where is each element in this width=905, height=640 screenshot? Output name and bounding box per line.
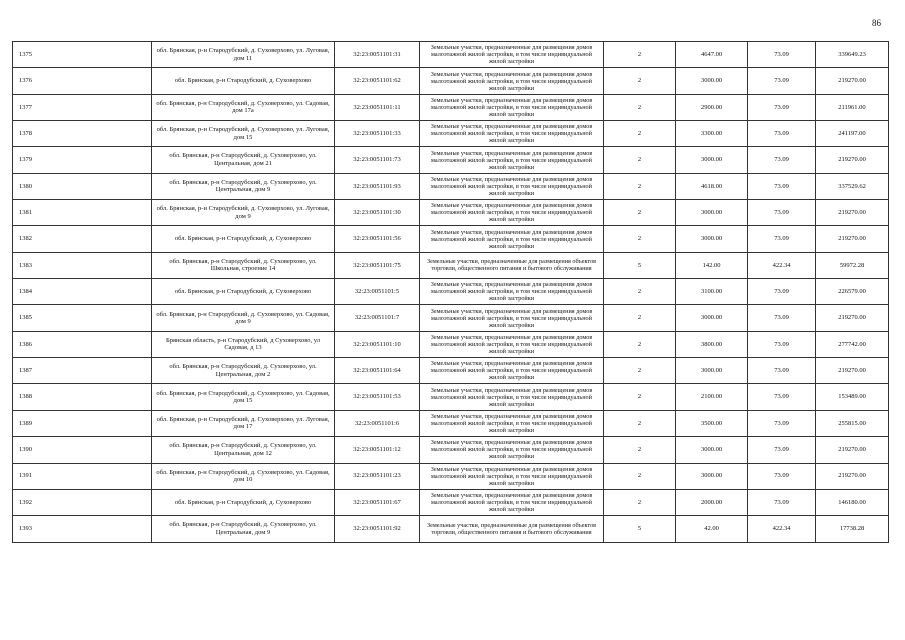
land-use-cell: Земельные участки, предназначенные для размещения домов малоэтажной жилой застройки, в том числе индивидуальной жилой застройки: [420, 489, 604, 515]
table-body: [13, 42, 889, 543]
row-number-cell: 1380: [13, 173, 152, 199]
address-cell: обл. Брянская, р-н Стародубский, д. Суховерхово, ул. Садовая, дом 9: [152, 305, 335, 331]
area-cell: 3000.00: [676, 463, 748, 489]
cadastral-value-cell: 59972.28: [816, 252, 889, 278]
cadastral-value-cell: 277742.00: [816, 331, 889, 357]
cadastral-number-cell: 32:23:0051101:30: [335, 200, 420, 226]
land-use-cell: Земельные участки, предназначенные для размещения домов малоэтажной жилой застройки, в том числе индивидуальной жилой застройки: [420, 42, 604, 68]
cadastral-value-cell: 219270.00: [816, 226, 889, 252]
cadastral-number-cell: 32:23:0051101:31: [335, 42, 420, 68]
land-use-cell: Земельные участки, предназначенные для размещения домов малоэтажной жилой застройки, в том числе индивидуальной жилой застройки: [420, 279, 604, 305]
group-cell: 2: [604, 358, 676, 384]
land-use-cell: Земельные участки, предназначенные для размещения объектов торговли, общественного питания и бытового обслуживания: [420, 516, 604, 542]
table-row: [13, 437, 889, 463]
address-cell: обл. Брянская, р-н Стародубский, д. Суховерхово, ул. Луговая, дом 9: [152, 200, 335, 226]
row-number-cell: 1382: [13, 226, 152, 252]
table-row: [13, 94, 889, 120]
table-row: [13, 410, 889, 436]
area-cell: 3500.00: [676, 410, 748, 436]
area-cell: 3000.00: [676, 358, 748, 384]
address-cell: обл. Брянская, р-н Стародубский, д. Суховерхово, ул. Луговая, дом 17: [152, 410, 335, 436]
cadastral-value-cell: 219270.00: [816, 147, 889, 173]
table-row: [13, 331, 889, 357]
rate-cell: 73.09: [748, 226, 816, 252]
table-row: [13, 305, 889, 331]
row-number-cell: 1391: [13, 463, 152, 489]
area-cell: 3000.00: [676, 147, 748, 173]
land-use-cell: Земельные участки, предназначенные для размещения домов малоэтажной жилой застройки, в том числе индивидуальной жилой застройки: [420, 68, 604, 94]
rate-cell: 422.34: [748, 252, 816, 278]
cadastral-number-cell: 32:23:0051101:67: [335, 489, 420, 515]
group-cell: 2: [604, 173, 676, 199]
land-use-cell: Земельные участки, предназначенные для размещения домов малоэтажной жилой застройки, в том числе индивидуальной жилой застройки: [420, 173, 604, 199]
land-use-cell: Земельные участки, предназначенные для размещения домов малоэтажной жилой застройки, в том числе индивидуальной жилой застройки: [420, 305, 604, 331]
area-cell: 42.00: [676, 516, 748, 542]
table-row: [13, 279, 889, 305]
row-number-cell: 1387: [13, 358, 152, 384]
cadastral-value-cell: 211961.00: [816, 94, 889, 120]
address-cell: обл. Брянская, р-н Стародубский, д. Суховерхово: [152, 279, 335, 305]
row-number-cell: 1378: [13, 121, 152, 147]
rate-cell: 73.09: [748, 489, 816, 515]
land-use-cell: Земельные участки, предназначенные для размещения домов малоэтажной жилой застройки, в том числе индивидуальной жилой застройки: [420, 147, 604, 173]
area-cell: 3300.00: [676, 121, 748, 147]
group-cell: 2: [604, 305, 676, 331]
area-cell: 4618.00: [676, 173, 748, 199]
group-cell: 2: [604, 331, 676, 357]
table-row: [13, 121, 889, 147]
land-use-cell: Земельные участки, предназначенные для размещения домов малоэтажной жилой застройки, в том числе индивидуальной жилой застройки: [420, 410, 604, 436]
cadastral-value-cell: 219270.00: [816, 437, 889, 463]
rate-cell: 422.34: [748, 516, 816, 542]
cadastral-number-cell: 32:23:0051101:62: [335, 68, 420, 94]
land-use-cell: Земельные участки, предназначенные для размещения домов малоэтажной жилой застройки, в том числе индивидуальной жилой застройки: [420, 358, 604, 384]
group-cell: 2: [604, 463, 676, 489]
area-cell: 3000.00: [676, 437, 748, 463]
cadastral-value-cell: 146180.00: [816, 489, 889, 515]
rate-cell: 73.09: [748, 305, 816, 331]
rate-cell: 73.09: [748, 384, 816, 410]
area-cell: 3000.00: [676, 305, 748, 331]
area-cell: 3100.00: [676, 279, 748, 305]
table-row: [13, 42, 889, 68]
row-number-cell: 1377: [13, 94, 152, 120]
row-number-cell: 1385: [13, 305, 152, 331]
land-use-cell: Земельные участки, предназначенные для размещения домов малоэтажной жилой застройки, в том числе индивидуальной жилой застройки: [420, 200, 604, 226]
cadastral-value-cell: 255815.00: [816, 410, 889, 436]
land-use-cell: Земельные участки, предназначенные для размещения объектов торговли, общественного питания и бытового обслуживания: [420, 252, 604, 278]
cadastral-number-cell: 32:23:0051101:23: [335, 463, 420, 489]
cadastral-number-cell: 32:23:0051101:93: [335, 173, 420, 199]
row-number-cell: 1379: [13, 147, 152, 173]
table-row: [13, 226, 889, 252]
cadastral-number-cell: 32:23:0051101:75: [335, 252, 420, 278]
cadastral-value-cell: 339649.23: [816, 42, 889, 68]
area-cell: 3000.00: [676, 68, 748, 94]
row-number-cell: 1392: [13, 489, 152, 515]
row-number-cell: 1384: [13, 279, 152, 305]
cadastral-value-cell: 241197.00: [816, 121, 889, 147]
cadastral-number-cell: 32:23:0051101:64: [335, 358, 420, 384]
row-number-cell: 1375: [13, 42, 152, 68]
group-cell: 2: [604, 410, 676, 436]
cadastral-number-cell: 32:23:0051101:5: [335, 279, 420, 305]
cadastral-value-cell: 219270.00: [816, 305, 889, 331]
cadastral-value-cell: 219270.00: [816, 358, 889, 384]
group-cell: 2: [604, 384, 676, 410]
rate-cell: 73.09: [748, 68, 816, 94]
group-cell: 2: [604, 147, 676, 173]
rate-cell: 73.09: [748, 410, 816, 436]
table-row: [13, 147, 889, 173]
address-cell: обл. Брянская, р-н Стародубский, д. Суховерхово, ул. Школьная, строение 14: [152, 252, 335, 278]
table-row: [13, 384, 889, 410]
cadastral-value-cell: 219270.00: [816, 200, 889, 226]
address-cell: обл. Брянская, р-н Стародубский, д. Суховерхово, ул. Центральная, дом 21: [152, 147, 335, 173]
address-cell: обл. Брянская, р-н Стародубский, д. Суховерхово, ул. Садовая, дом 10: [152, 463, 335, 489]
land-use-cell: Земельные участки, предназначенные для размещения домов малоэтажной жилой застройки, в том числе индивидуальной жилой застройки: [420, 121, 604, 147]
land-use-cell: Земельные участки, предназначенные для размещения домов малоэтажной жилой застройки, в том числе индивидуальной жилой застройки: [420, 437, 604, 463]
land-use-cell: Земельные участки, предназначенные для размещения домов малоэтажной жилой застройки, в том числе индивидуальной жилой застройки: [420, 331, 604, 357]
group-cell: 2: [604, 42, 676, 68]
group-cell: 2: [604, 68, 676, 94]
area-cell: 2900.00: [676, 94, 748, 120]
cadastral-number-cell: 32:23:0051101:73: [335, 147, 420, 173]
land-registry-table: [12, 41, 889, 543]
row-number-cell: 1386: [13, 331, 152, 357]
address-cell: Брянская область, р-н Стародубский, д Суховерхово, ул Садовая, д 13: [152, 331, 335, 357]
cadastral-value-cell: 337529.62: [816, 173, 889, 199]
cadastral-number-cell: 32:23:0051101:12: [335, 437, 420, 463]
rate-cell: 73.09: [748, 279, 816, 305]
table-row: [13, 200, 889, 226]
cadastral-value-cell: 153489.00: [816, 384, 889, 410]
group-cell: 2: [604, 200, 676, 226]
area-cell: 2000.00: [676, 489, 748, 515]
group-cell: 2: [604, 226, 676, 252]
cadastral-number-cell: 32:23:0051101:6: [335, 410, 420, 436]
address-cell: обл. Брянская, р-н Стародубский, д. Суховерхово, ул. Центральная, дом 9: [152, 173, 335, 199]
area-cell: 3000.00: [676, 200, 748, 226]
table-row: [13, 173, 889, 199]
land-use-cell: Земельные участки, предназначенные для размещения домов малоэтажной жилой застройки, в том числе индивидуальной жилой застройки: [420, 94, 604, 120]
cadastral-value-cell: 17738.28: [816, 516, 889, 542]
group-cell: 5: [604, 252, 676, 278]
address-cell: обл. Брянская, р-н Стародубский, д. Суховерхово: [152, 226, 335, 252]
cadastral-number-cell: 32:23:0051101:53: [335, 384, 420, 410]
area-cell: 4647.00: [676, 42, 748, 68]
rate-cell: 73.09: [748, 147, 816, 173]
cadastral-number-cell: 32:23:0051101:33: [335, 121, 420, 147]
rate-cell: 73.09: [748, 121, 816, 147]
area-cell: 3800.00: [676, 331, 748, 357]
table-row: [13, 463, 889, 489]
address-cell: обл. Брянская, р-н Стародубский, д. Суховерхово, ул. Центральная, дом 12: [152, 437, 335, 463]
address-cell: обл. Брянская, р-н Стародубский, д. Суховерхово: [152, 68, 335, 94]
land-use-cell: Земельные участки, предназначенные для размещения домов малоэтажной жилой застройки, в том числе индивидуальной жилой застройки: [420, 463, 604, 489]
area-cell: 3000.00: [676, 226, 748, 252]
group-cell: 2: [604, 94, 676, 120]
group-cell: 2: [604, 121, 676, 147]
table-row: [13, 516, 889, 542]
table-row: [13, 358, 889, 384]
rate-cell: 73.09: [748, 42, 816, 68]
cadastral-value-cell: 219270.00: [816, 463, 889, 489]
row-number-cell: 1389: [13, 410, 152, 436]
cadastral-value-cell: 226579.00: [816, 279, 889, 305]
cadastral-value-cell: 219270.00: [816, 68, 889, 94]
address-cell: обл. Брянская, р-н Стародубский, д. Суховерхово, ул. Садовая, дом 17а: [152, 94, 335, 120]
rate-cell: 73.09: [748, 437, 816, 463]
cadastral-number-cell: 32:23:0051101:7: [335, 305, 420, 331]
address-cell: обл. Брянская, р-н Стародубский, д. Суховерхово, ул. Луговая, дом 11: [152, 42, 335, 68]
row-number-cell: 1388: [13, 384, 152, 410]
rate-cell: 73.09: [748, 463, 816, 489]
table-row: [13, 252, 889, 278]
cadastral-number-cell: 32:23:0051101:56: [335, 226, 420, 252]
address-cell: обл. Брянская, р-н Стародубский, д. Суховерхово: [152, 489, 335, 515]
land-use-cell: Земельные участки, предназначенные для размещения домов малоэтажной жилой застройки, в том числе индивидуальной жилой застройки: [420, 226, 604, 252]
table-row: [13, 489, 889, 515]
rate-cell: 73.09: [748, 94, 816, 120]
cadastral-number-cell: 32:23:0051101:10: [335, 331, 420, 357]
cadastral-number-cell: 32:23:0051101:11: [335, 94, 420, 120]
group-cell: 2: [604, 489, 676, 515]
table-row: [13, 68, 889, 94]
address-cell: обл. Брянская, р-н Стародубский, д. Суховерхово, ул. Садовая, дом 15: [152, 384, 335, 410]
address-cell: обл. Брянская, р-н Стародубский, д. Суховерхово, ул. Центральная, дом 2: [152, 358, 335, 384]
row-number-cell: 1381: [13, 200, 152, 226]
area-cell: 2100.00: [676, 384, 748, 410]
area-cell: 142.00: [676, 252, 748, 278]
address-cell: обл. Брянская, р-н Стародубский, д. Суховерхово, ул. Центральная, дом 9: [152, 516, 335, 542]
row-number-cell: 1393: [13, 516, 152, 542]
row-number-cell: 1383: [13, 252, 152, 278]
page-number: 86: [872, 18, 881, 28]
group-cell: 5: [604, 516, 676, 542]
group-cell: 2: [604, 279, 676, 305]
rate-cell: 73.09: [748, 331, 816, 357]
cadastral-number-cell: 32:23:0051101:92: [335, 516, 420, 542]
rate-cell: 73.09: [748, 173, 816, 199]
group-cell: 2: [604, 437, 676, 463]
address-cell: обл. Брянская, р-н Стародубский, д. Суховерхово, ул. Луговая, дом 15: [152, 121, 335, 147]
rate-cell: 73.09: [748, 200, 816, 226]
row-number-cell: 1390: [13, 437, 152, 463]
land-use-cell: Земельные участки, предназначенные для размещения домов малоэтажной жилой застройки, в том числе индивидуальной жилой застройки: [420, 384, 604, 410]
row-number-cell: 1376: [13, 68, 152, 94]
rate-cell: 73.09: [748, 358, 816, 384]
